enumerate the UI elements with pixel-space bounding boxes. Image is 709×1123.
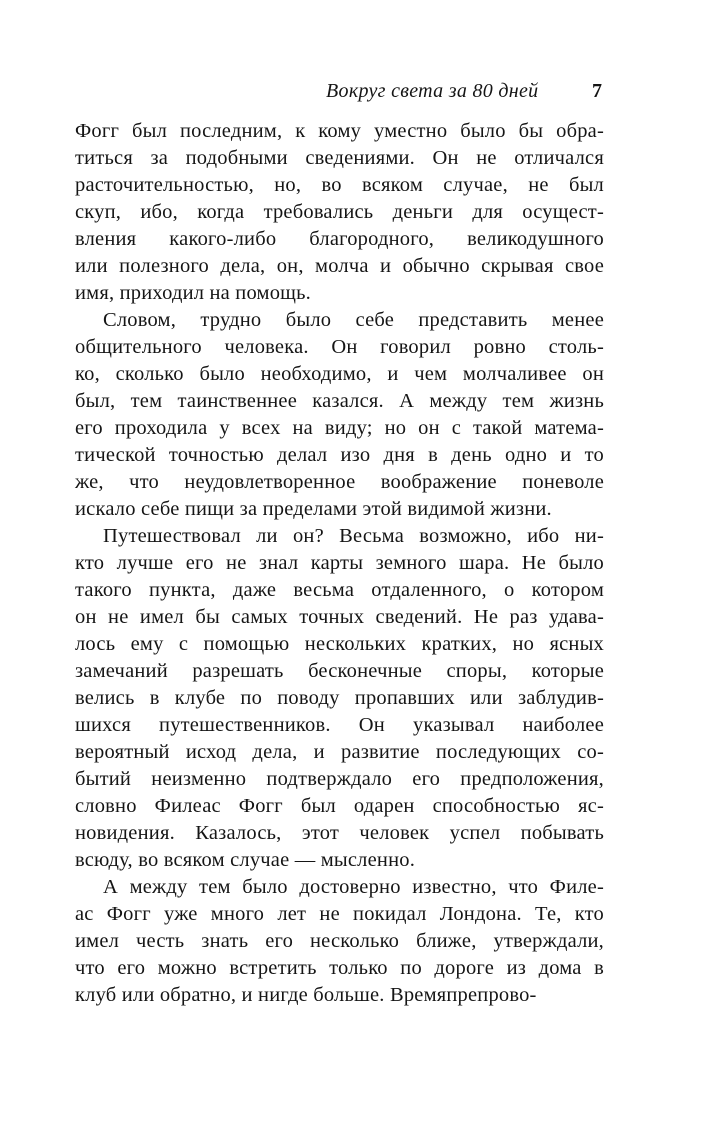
- paragraph: [75, 874, 604, 1009]
- text-line: имел честь знать его несколько ближе, утверждали,: [75, 930, 604, 952]
- text-line: расточительностью, но, во всяком случае, не был: [75, 174, 604, 196]
- text-line: что его можно встретить только по дороге из дома в: [75, 957, 604, 979]
- text-line: такого пункта, даже весьма отдаленного, о котором: [75, 579, 604, 601]
- text-line: вления какого-либо благородного, великодушного: [75, 228, 604, 250]
- text-line: титься за подобными сведениями. Он не отличался: [75, 147, 604, 169]
- text-line: Путешествовал ли он? Весьма возможно, ибо ни-: [103, 525, 604, 547]
- text-line: общительного человека. Он говорил ровно столь-: [75, 336, 604, 358]
- text-line: клуб или обратно, и нигде больше. Времяпрепрово-: [75, 984, 537, 1006]
- text-line: имя, приходил на помощь.: [75, 282, 312, 304]
- text-line: замечаний разрешать бесконечные споры, которые: [75, 660, 604, 682]
- page-number: 7: [592, 80, 602, 102]
- text-line: он не имел бы самых точных сведений. Не раз удава-: [75, 606, 604, 628]
- text-line: был, тем таинственнее казался. А между тем жизнь: [75, 390, 604, 412]
- text-line: словно Филеас Фогг был одарен способностью яс-: [75, 795, 604, 817]
- text-line: А между тем было достоверно известно, что Филе-: [103, 876, 604, 898]
- paragraph: [75, 523, 604, 874]
- text-line: тической точностью делал изо дня в день одно и то: [75, 444, 604, 466]
- page-header: [76, 80, 604, 106]
- text-line: бытий неизменно подтверждало его предположения,: [75, 768, 604, 790]
- text-line: вероятный исход дела, и развитие последующих со-: [75, 741, 604, 763]
- text-line: лось ему с помощью нескольких кратких, но ясных: [75, 633, 604, 655]
- text-line: искало себе пищи за пределами этой видимой жизни.: [75, 498, 552, 520]
- text-line: его проходила у всех на виду; но он с такой матема-: [75, 417, 604, 439]
- text-line: ас Фогг уже много лет не покидал Лондона. Те, кто: [75, 903, 604, 925]
- text-line: ко, сколько было необходимо, и чем молчаливее он: [75, 363, 604, 385]
- paragraph: [75, 307, 604, 523]
- text-line: или полезного дела, он, молча и обычно скрывая свое: [75, 255, 604, 277]
- running-title: Вокруг света за 80 дней: [326, 80, 539, 102]
- body-text: [75, 118, 604, 1009]
- text-line: скуп, ибо, когда требовались деньги для осущест-: [75, 201, 604, 223]
- text-line: кто лучше его не знал карты земного шара. Не было: [75, 552, 604, 574]
- text-line: шихся путешественников. Он указывал наиболее: [75, 714, 604, 736]
- text-line: велись в клубе по поводу пропавших или заблудив-: [75, 687, 604, 709]
- text-line: Фогг был последним, к кому уместно было бы обра-: [75, 120, 604, 142]
- text-line: Словом, трудно было себе представить менее: [103, 309, 604, 331]
- text-line: новидения. Казалось, этот человек успел побывать: [75, 822, 604, 844]
- text-line: же, что неудовлетворенное воображение поневоле: [75, 471, 604, 493]
- text-line: всюду, во всяком случае — мысленно.: [75, 849, 416, 871]
- paragraph: [75, 118, 604, 307]
